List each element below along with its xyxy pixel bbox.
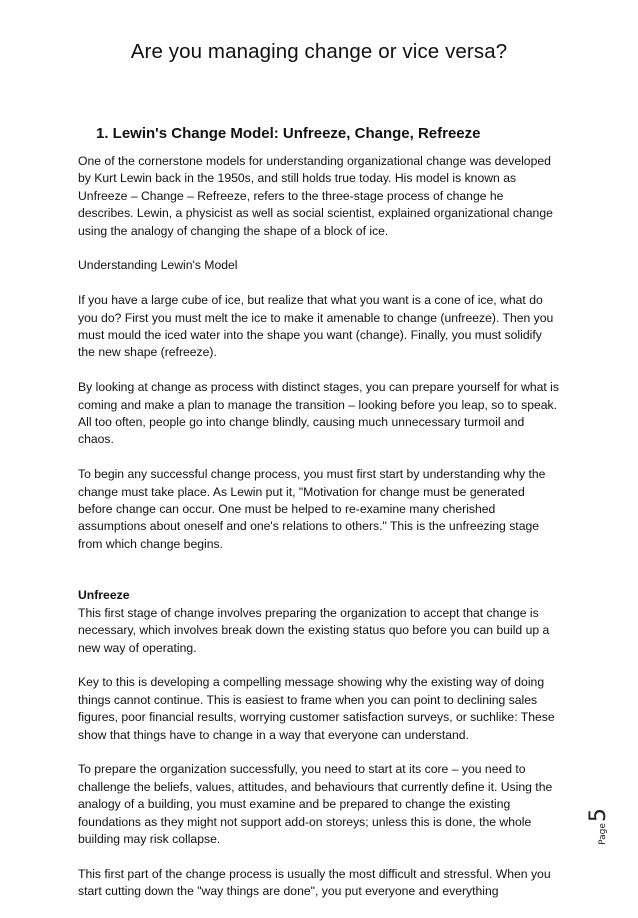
page-label: Page bbox=[597, 823, 608, 845]
unfreeze-heading: Unfreeze bbox=[78, 588, 130, 603]
body-text bbox=[78, 153, 560, 918]
paragraph-unfreeze-3: To prepare the organization successfully, you need to start at its core – you need to challenge the beliefs, values, attitudes, and behaviours that currently define it. Using the analogy of a building, you must examine and be prepared to change the existing foundations as they might not support add-on storeys; unless this is done, the whole building may risk collapse. bbox=[78, 762, 553, 846]
paragraph-unfreeze-4: This first part of the change process is usually the most difficult and stressful. When you start cutting down the "way things are done", you put everyone and everything bbox=[78, 866, 551, 899]
paragraph-unfreeze-2: Key to this is developing a compelling message showing why the existing way of doing things cannot continue. This is easiest to frame when you can point to declining sales figures, poor financial results, worrying customer satisfaction surveys, or suchlike: These show that things have to change in a way that everyone can understand. bbox=[78, 675, 555, 742]
paragraph-ice-analogy: If you have a large cube of ice, but realize that what you want is a cone of ice, what do you do? First you must melt the ice to make it amenable to change (unfreeze). Then you must mould the iced water into the shape you want (change). Finally, you must solidify the new shape (refreeze). bbox=[78, 293, 554, 360]
page-number-rotated bbox=[586, 808, 611, 845]
paragraph-unfreeze-1: This first stage of change involves preparing the organization to accept that change is necessary, which involves break down the existing status quo before you can build up a new way of operating. bbox=[78, 605, 550, 655]
paragraph-motivation: To begin any successful change process, you must first start by understanding why the change must take place. As Lewin put it, "Motivation for change must be generated before change can occur. One must be helped to re-examine many cherished assumptions about oneself and one's relations to others." This is the unfreezing stage from which change begins. bbox=[78, 467, 546, 551]
section-heading: 1. Lewin's Change Model: Unfreeze, Change, Refreeze bbox=[96, 125, 481, 142]
paragraph-understanding-heading: Understanding Lewin's Model bbox=[78, 258, 238, 273]
paragraph-stages: By looking at change as process with distinct stages, you can prepare yourself for what is coming and make a plan to manage the transition – looking before you leap, so to speak. All too often, people go into change blindly, causing much unnecessary turmoil and chaos. bbox=[78, 380, 559, 447]
paragraph-intro: One of the cornerstone models for understanding organizational change was developed by Kurt Lewin back in the 1950s, and still holds true today. His model is known as Unfreeze – Change – Refreeze, refers to the three-stage process of change he describes. Lewin, a physicist as well as social scientist, explained organizational change using the analogy of changing the shape of a block of ice. bbox=[78, 154, 553, 238]
page-title: Are you managing change or vice versa? bbox=[130, 40, 508, 63]
page-number-value: 5 bbox=[585, 808, 611, 823]
page-number bbox=[585, 800, 618, 848]
